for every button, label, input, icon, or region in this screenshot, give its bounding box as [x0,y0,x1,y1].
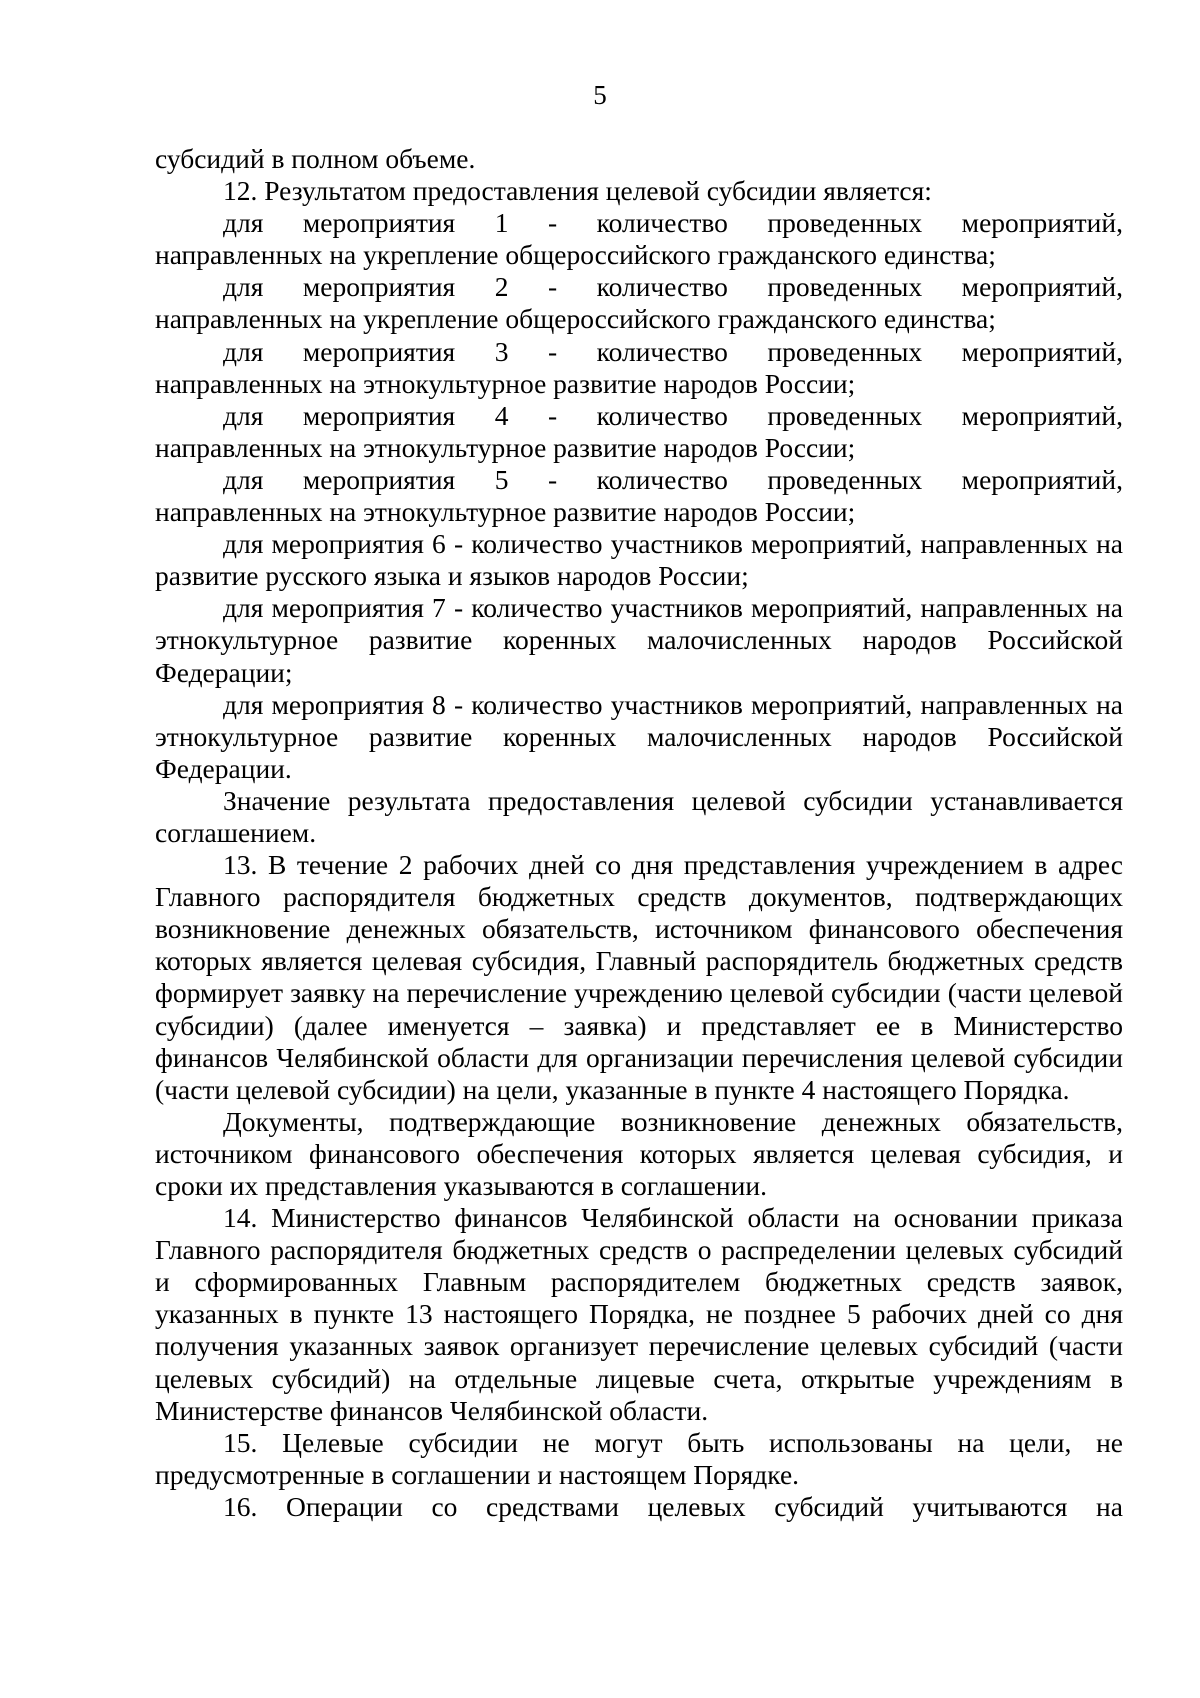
document-body [155,143,1123,1523]
page-number: 5 [593,80,607,110]
dash: - [547,335,558,367]
measure-5-item [155,464,1123,528]
paragraph-15: 15. Целевые субсидии не могут быть использованы на цели, не предусмотренные в соглашении и настоящем Порядке. [155,1426,1123,1490]
measure-number: 1 [494,207,509,239]
word: мероприятий, [961,399,1123,431]
word: мероприятия [302,463,456,495]
dash: - [547,271,558,303]
measure-1-continuation: направленных на укрепление общероссийского гражданского единства; [155,239,996,271]
dash: - [547,399,558,431]
word: средствами [486,1490,619,1522]
paragraph-13-documents: Документы, подтверждающие возникновение денежных обязательств, источником финансового обеспечения которых является целевая субсидия, и сроки их представления указываются в соглашении. [155,1105,1123,1201]
word: проведенных [767,271,923,303]
measure-4-first-line [155,400,1123,432]
measure-3-item [155,336,1123,400]
measure-4-continuation: направленных на этнокультурное развитие народов России; [155,431,856,463]
measure-3-first-line [155,336,1123,368]
measure-1-first-line [155,207,1123,239]
word: учитываются [912,1490,1068,1522]
word: для [223,271,264,303]
word: количество [596,335,728,367]
word: проведенных [767,399,923,431]
measure-2-first-line [155,271,1123,303]
measure-8-item: для мероприятия 8 - количество участников мероприятий, направленных на этнокультурное развитие коренных малочисленных народов Российской Федерации. [155,688,1123,784]
word: мероприятий, [961,271,1123,303]
word: количество [596,399,728,431]
word: мероприятия [302,207,456,239]
measure-number: 4 [494,399,509,431]
word: 16. [223,1490,258,1522]
paragraph-13: 13. В течение 2 рабочих дней со дня представления учреждением в адрес Главного распорядителя бюджетных средств документов, подтверждающих возникновение денежных обязательств, источником финансового обеспечения которых является целевая субсидия, Главный распорядитель бюджетных средств формирует заявку на перечисление учреждению целевой субсидии (части целевой субсидии) (далее именуется – заявка) и представляет ее в Министерство финансов Челябинской области для организации перечисления целевой субсидии (части целевой субсидии) на цели, указанные в пункте 4 настоящего Порядка. [155,849,1123,1105]
word: мероприятия [302,399,456,431]
word: мероприятий, [961,207,1123,239]
dash: - [547,207,558,239]
measure-5-continuation: направленных на этнокультурное развитие народов России; [155,496,856,528]
word: количество [596,207,728,239]
word: для [223,335,264,367]
word: целевых [647,1490,746,1522]
word: со [431,1490,458,1522]
word: субсидий [774,1490,884,1522]
measure-number: 5 [494,463,509,495]
word: для [223,399,264,431]
word: для [223,463,264,495]
result-value-paragraph: Значение результата предоставления целевой субсидии устанавливается соглашением. [155,784,1123,848]
measure-2-continuation: направленных на укрепление общероссийского гражданского единства; [155,303,996,335]
measure-number: 2 [494,271,509,303]
measure-3-continuation: направленных на этнокультурное развитие народов России; [155,367,856,399]
word: для [223,207,264,239]
word: мероприятий, [961,463,1123,495]
word: проведенных [767,207,923,239]
measure-number: 3 [494,335,509,367]
word: количество [596,271,728,303]
dash: - [547,463,558,495]
paragraph-16-first-line [155,1491,1123,1523]
word: Операции [285,1490,403,1522]
paragraph-12-heading: 12. Результатом предоставления целевой субсидии является: [223,175,932,207]
word: проведенных [767,463,923,495]
measure-1-item [155,207,1123,271]
measure-4-item [155,400,1123,464]
measure-7-item: для мероприятия 7 - количество участников мероприятий, направленных на этнокультурное развитие коренных малочисленных народов Российской Федерации; [155,592,1123,688]
measure-2-item [155,271,1123,335]
word: мероприятий, [961,335,1123,367]
word: мероприятия [302,271,456,303]
word: мероприятия [302,335,456,367]
word: количество [596,463,728,495]
word: проведенных [767,335,923,367]
paragraph-continuation: субсидий в полном объеме. [155,143,476,174]
measure-5-first-line [155,464,1123,496]
measure-6-item: для мероприятия 6 - количество участников мероприятий, направленных на развитие русского языка и языков народов России; [155,528,1123,592]
paragraph-14: 14. Министерство финансов Челябинской области на основании приказа Главного распорядителя бюджетных средств о распределении целевых субсидий и сформированных Главным распорядителем бюджетных средств заявок, указанных в пункте 13 настоящего Порядка, не позднее 5 рабочих дней со дня получения указанных заявок организует перечисление целевых субсидий (части целевых субсидий) на отдельные лицевые счета, открытые учреждениям в Министерстве финансов Челябинской области. [155,1202,1123,1426]
word: на [1096,1490,1123,1522]
